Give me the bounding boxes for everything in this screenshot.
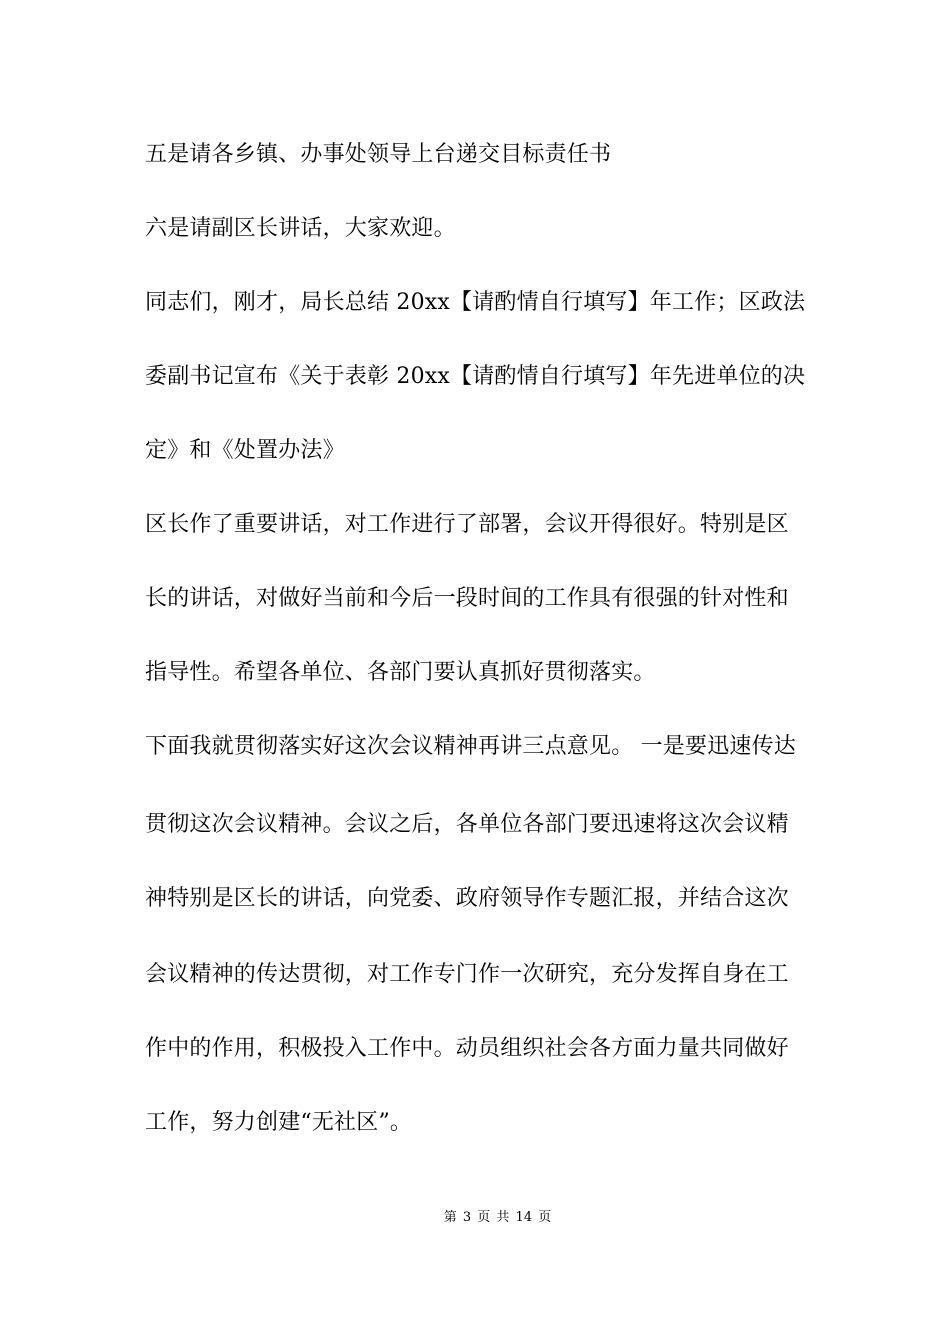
text-line: 神特别是区长的讲话，向党委、政府领导作专题汇报，并结合这次 xyxy=(145,886,789,911)
text-line: 下面我就贯彻落实好这次会议精神再讲三点意见。 一是要迅速传达 xyxy=(145,734,796,759)
text-line: 六是请副区长讲话，大家欢迎。 xyxy=(145,216,456,241)
text-line: 定》和《处置办法》 xyxy=(145,438,345,463)
page-number-footer: 第 3 页 共 14 页 xyxy=(443,1210,552,1225)
text-line: 贯彻这次会议精神。会议之后，各单位各部门要迅速将这次会议精 xyxy=(145,812,789,837)
text-line: 会议精神的传达贯彻，对工作专门作一次研究，充分发挥自身在工 xyxy=(145,962,789,987)
text-line: 五是请各乡镇、办事处领导上台递交目标责任书 xyxy=(145,142,612,167)
text-line: 作中的作用，积极投入工作中。动员组织社会各方面力量共同做好 xyxy=(145,1036,789,1061)
text-line: 指导性。希望各单位、各部门要认真抓好贯彻落实。 xyxy=(145,660,656,685)
text-line: 工作，努力创建“无社区”。 xyxy=(145,1110,413,1135)
text-line: 同志们，刚才，局长总结 20xx【请酌情自行填写】年工作；区政法 xyxy=(145,290,806,315)
text-line: 长的讲话，对做好当前和今后一段时间的工作具有很强的针对性和 xyxy=(145,586,789,611)
text-line: 区长作了重要讲话，对工作进行了部署，会议开得很好。特别是区 xyxy=(145,512,789,537)
text-line: 委副书记宣布《关于表彰 20xx【请酌情自行填写】年先进单位的决 xyxy=(145,364,806,389)
